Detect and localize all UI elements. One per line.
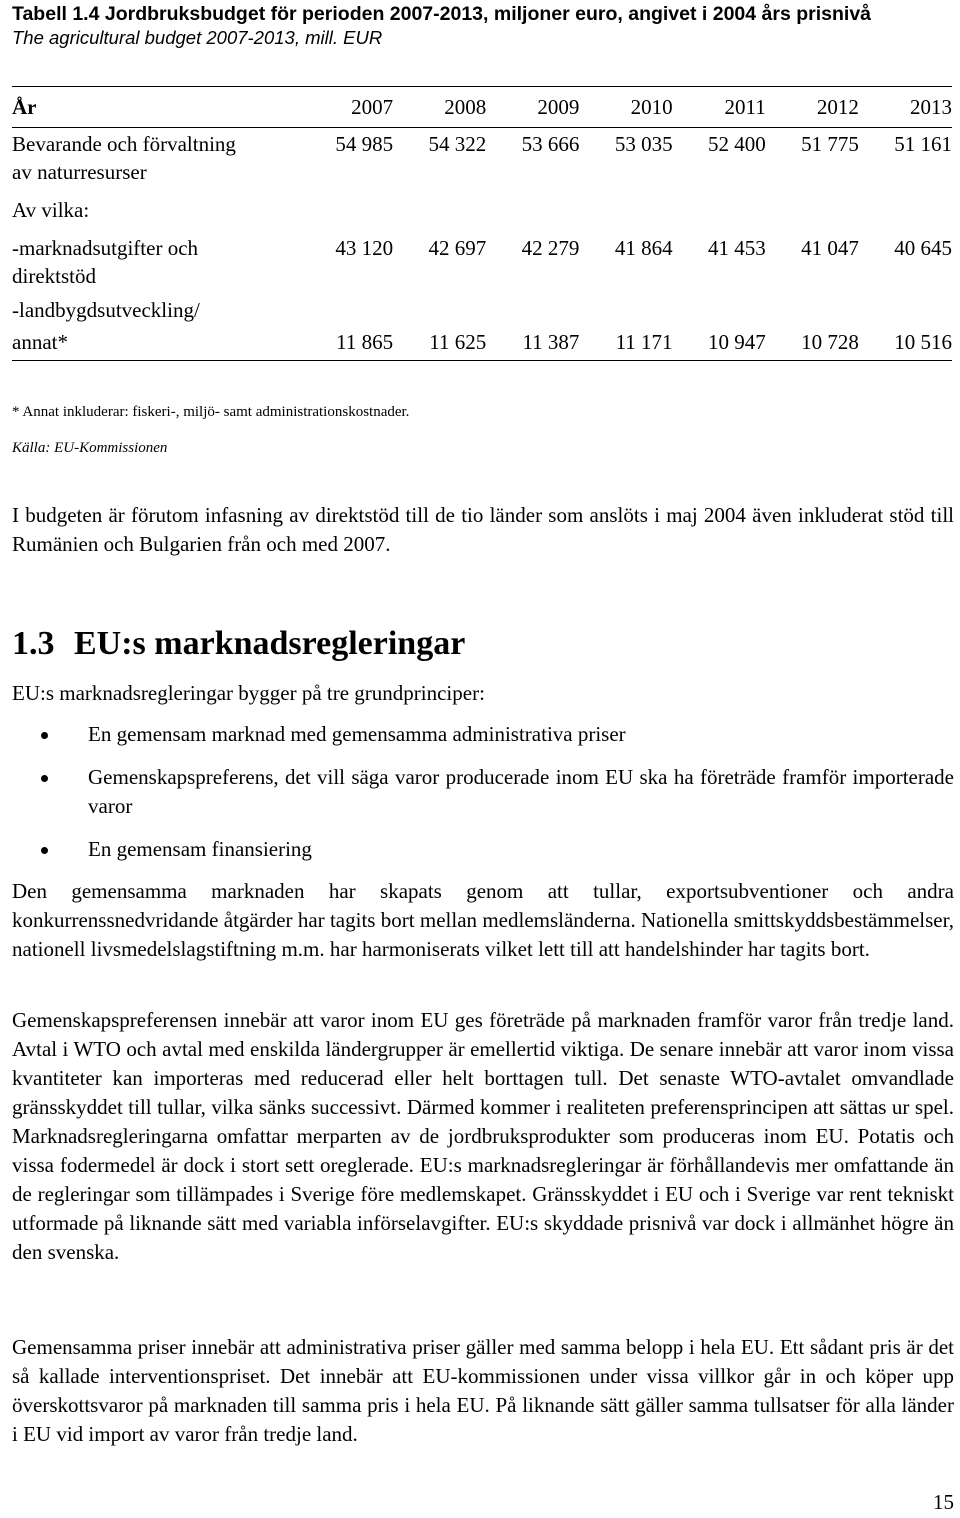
table-cell: 43 120 (335, 236, 394, 260)
list-item (12, 835, 954, 864)
row-label: annat* (12, 330, 68, 354)
table-header-row (12, 87, 952, 128)
table-cell: 52 400 (707, 132, 766, 156)
year-header: 2010 (630, 95, 673, 119)
table-caption (12, 2, 952, 49)
year-header: 2012 (816, 95, 859, 119)
table-cell: 11 625 (429, 330, 487, 354)
intro-paragraph: I budgeten är förutom infasning av direktstöd till de tio länder som anslöts i maj 2004 även inkluderat stöd till Rumänien och Bulgarien från och med 2007. (12, 503, 954, 556)
table-cell: 41 864 (614, 236, 673, 260)
table-row (12, 290, 952, 326)
year-header: 2008 (444, 95, 487, 119)
table-cell: 53 035 (614, 132, 673, 156)
year-header: 2013 (910, 95, 952, 119)
principles-list (12, 720, 954, 878)
table-cell: 41 453 (707, 236, 766, 260)
row-label-line: direktstöd (12, 264, 96, 288)
row-label (12, 226, 300, 290)
year-header: 2009 (537, 95, 580, 119)
section-heading (12, 624, 465, 664)
table-row (12, 226, 952, 290)
table-row (12, 326, 952, 361)
table-cell: 11 865 (336, 330, 394, 354)
year-header: 2007 (351, 95, 394, 119)
row-label-line: av naturresurser (12, 160, 147, 184)
table-cell: 10 728 (801, 330, 859, 354)
section-lead: EU:s marknadsregleringar bygger på tre grundprinciper: (12, 681, 485, 705)
row-label-line: Bevarande och förvaltning (12, 132, 236, 156)
list-item-text: En gemensam marknad med gemensamma administrativa priser (88, 722, 626, 746)
table-cell: 54 322 (428, 132, 487, 156)
list-item (12, 763, 954, 821)
table-subtitle: The agricultural budget 2007-2013, mill. EUR (12, 27, 383, 48)
row-label: Av vilka: (12, 198, 90, 222)
table-title: Tabell 1.4 Jordbruksbudget för perioden 2007-2013, miljoner euro, angivet i 2004 års prisnivå (12, 3, 872, 25)
body-paragraph: Gemenskapspreferensen innebär att varor inom EU ges företräde på marknaden framför varor från tredje land. Avtal i WTO och avtal med enskilda ländergrupper är emellertid viktiga. De senare innebär att varor inom vissa kvantiteter kan importeras med reducerad eller helt borttagen tull. Det senaste WTO-avtalet omvandlade gränsskyddet till tullar, vilka sänks successivt. Därmed kommer i realiteten preferensprincipen att sättas ur spel. Marknadsregleringarna omfattar merparten av de jordbruksprodukter som produceras inom EU. Potatis och vissa fodermedel är dock i stort sett oreglerade. EU:s marknadsregleringar är förhållandevis mer omfattande än de regleringar som tillämpades i Sverige före medlemskapet. Gränsskyddet i EU och i Sverige var rent tekniskt utformade på liknande sätt med variabla införselavgifter. EU:s skyddade prisnivå var dock i allmänhet högre än den svenska. (12, 1008, 954, 1264)
table-footnote: * Annat inkluderar: fiskeri-, miljö- samt administrationskostnader. (12, 404, 410, 420)
bullet-icon (41, 775, 48, 782)
bullet-icon (41, 732, 48, 739)
section-number: 1.3 (12, 625, 55, 662)
table-cell: 51 775 (801, 132, 859, 156)
bullet-icon (41, 847, 48, 854)
table-cell: 11 387 (522, 330, 580, 354)
table-cell: 11 171 (615, 330, 673, 354)
list-item (12, 720, 954, 749)
table-row (12, 128, 952, 187)
table-cell: 10 516 (894, 330, 952, 354)
row-label-line: -marknadsutgifter och (12, 236, 199, 260)
table-cell: 42 697 (428, 236, 487, 260)
table-row (12, 186, 952, 226)
year-column-header: År (12, 95, 37, 119)
table-source: Källa: EU-Kommissionen (12, 440, 168, 456)
section-title: EU:s marknadsregleringar (74, 625, 466, 662)
table-cell: 53 666 (521, 132, 580, 156)
page-number: 15 (933, 1490, 954, 1514)
year-header: 2011 (724, 95, 766, 119)
table-cell: 42 279 (521, 236, 580, 260)
body-paragraph: Gemensamma priser innebär att administrativa priser gäller med samma belopp i hela EU. Ett sådant pris är det så kallade interventionspriset. Det innebär att EU-kommissionen under vissa villkor går in och köper upp överskottsvaror på marknaden till samma pris i hela EU. På liknande sätt gäller samma tullsatser för alla länder i EU vid import av varor från tredje land. (12, 1335, 954, 1446)
body-paragraph: Den gemensamma marknaden har skapats genom att tullar, exportsubventioner och andra konkurrenssnedvridande åtgärder har tagits bort mellan medlemsländerna. Nationella smittskyddsbestämmelser, nationell livsmedelslagstiftning m.m. har harmoniserats vilket lett till att handelshinder har tagits bort. (12, 879, 954, 961)
table-cell: 54 985 (335, 132, 394, 156)
table-cell: 51 161 (894, 132, 952, 156)
budget-table (12, 86, 952, 361)
table-cell: 41 047 (801, 236, 859, 260)
row-label: -landbygdsutveckling/ (12, 298, 200, 322)
table-cell: 40 645 (894, 236, 952, 260)
list-item-text: Gemenskapspreferens, det vill säga varor producerade inom EU ska ha företräde framför importerade varor (88, 765, 954, 818)
row-label (12, 128, 300, 187)
table-cell: 10 947 (707, 330, 766, 354)
list-item-text: En gemensam finansiering (88, 837, 312, 861)
